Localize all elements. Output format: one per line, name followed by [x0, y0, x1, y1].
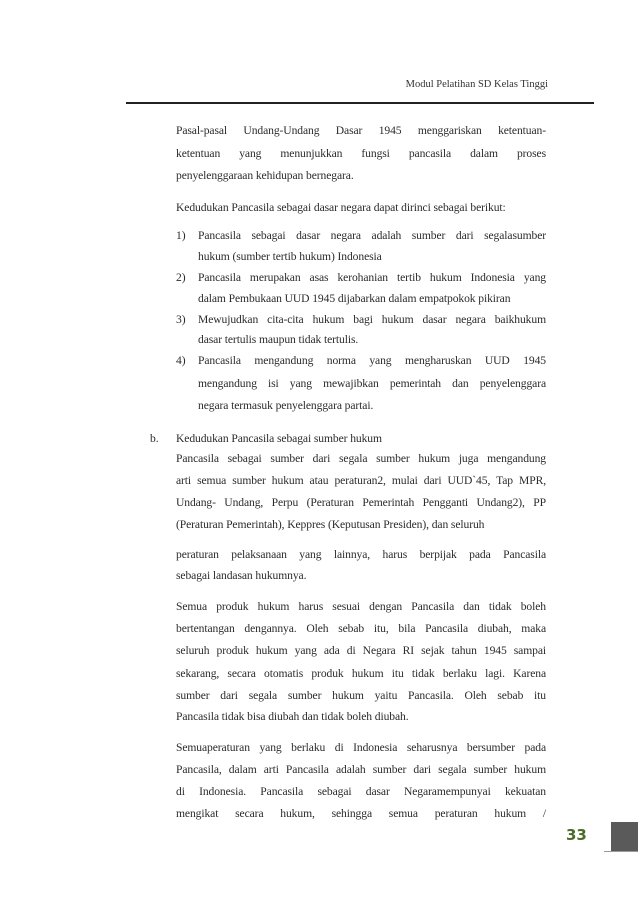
body-line: arti semua sumber hukum atau peraturan2, mulai dari UUD`45, Tap MPR,: [176, 474, 546, 487]
body-line: Pasal-pasal Undang-Undang Dasar 1945 menggariskan ketentuan-: [176, 124, 546, 137]
body-line: peraturan pelaksanaan yang lainnya, harus berpijak pada Pancasila: [176, 548, 546, 561]
body-line: sekarang, secara otomatis produk hukum itu tidak berlaku lagi. Karena: [176, 667, 546, 680]
body-line: ketentuan yang menunjukkan fungsi pancasila dalam proses: [176, 147, 546, 160]
section-heading: Kedudukan Pancasila sebagai sumber hukum: [176, 432, 382, 445]
body-line: Semuaperaturan yang berlaku di Indonesia seharusnya bersumber pada: [176, 741, 546, 754]
page-tab-marker: [611, 822, 638, 851]
body-line: sumber dari segala sumber hukum yaitu Pancasila. Oleh sebab itu: [176, 689, 546, 702]
body-line: Undang- Undang, Perpu (Peraturan Pemerintah Pengganti Undang2), PP: [176, 496, 546, 509]
list-line: hukum (sumber tertib hukum) Indonesia: [198, 250, 382, 263]
list-line: mengandung isi yang mewajibkan pemerintah dan penyelenggara: [198, 377, 546, 390]
body-line: sebagai landasan hukumnya.: [176, 569, 307, 582]
body-line: Pancasila, dalam arti Pancasila adalah sumber dari segala sumber hukum: [176, 763, 546, 776]
list-line: Mewujudkan cita-cita hukum bagi hukum dasar negara baikhukum: [198, 313, 546, 326]
list-line: dalam Pembukaan UUD 1945 dijabarkan dalam empatpokok pikiran: [198, 292, 511, 305]
body-line: seluruh produk hukum yang ada di Negara RI sejak tahun 1945 sampai: [176, 644, 546, 657]
body-line: (Peraturan Pemerintah), Keppres (Keputusan Presiden), dan seluruh: [176, 518, 485, 531]
body-line: bertentangan dengannya. Oleh sebab itu, bila Pancasila diubah, maka: [176, 622, 546, 635]
body-line: Semua produk hukum harus sesuai dengan Pancasila dan tidak boleh: [176, 600, 546, 613]
list-number: 1): [176, 229, 186, 242]
page-tab-rule: [604, 851, 638, 852]
body-line: penyelenggaraan kehidupan bernegara.: [176, 169, 354, 182]
section-letter: b.: [150, 432, 159, 445]
header-rule: [126, 102, 594, 104]
body-line: mengikat secara hukum, sehingga semua peraturan hukum /: [176, 807, 546, 820]
header-title: Modul Pelatihan SD Kelas Tinggi: [405, 79, 548, 90]
list-number: 2): [176, 271, 186, 284]
body-line: Pancasila tidak bisa diubah dan tidak boleh diubah.: [176, 710, 409, 723]
list-line: Pancasila merupakan asas kerohanian tertib hukum Indonesia yang: [198, 271, 546, 284]
list-line: dasar tertulis maupun tidak tertulis.: [198, 333, 359, 346]
page-number: 33: [566, 826, 587, 844]
body-line: Pancasila sebagai sumber dari segala sumber hukum juga mengandung: [176, 452, 546, 465]
list-number: 3): [176, 313, 186, 326]
list-line: negara termasuk penyelenggara partai.: [198, 399, 374, 412]
list-line: Pancasila mengandung norma yang mengharuskan UUD 1945: [198, 354, 546, 367]
list-number: 4): [176, 354, 186, 367]
body-line: di Indonesia. Pancasila sebagai dasar Negaramempunyai kekuatan: [176, 785, 546, 798]
list-line: Pancasila sebagai dasar negara adalah sumber dari segalasumber: [198, 229, 546, 242]
body-line: Kedudukan Pancasila sebagai dasar negara dapat dirinci sebagai berikut:: [176, 201, 506, 214]
